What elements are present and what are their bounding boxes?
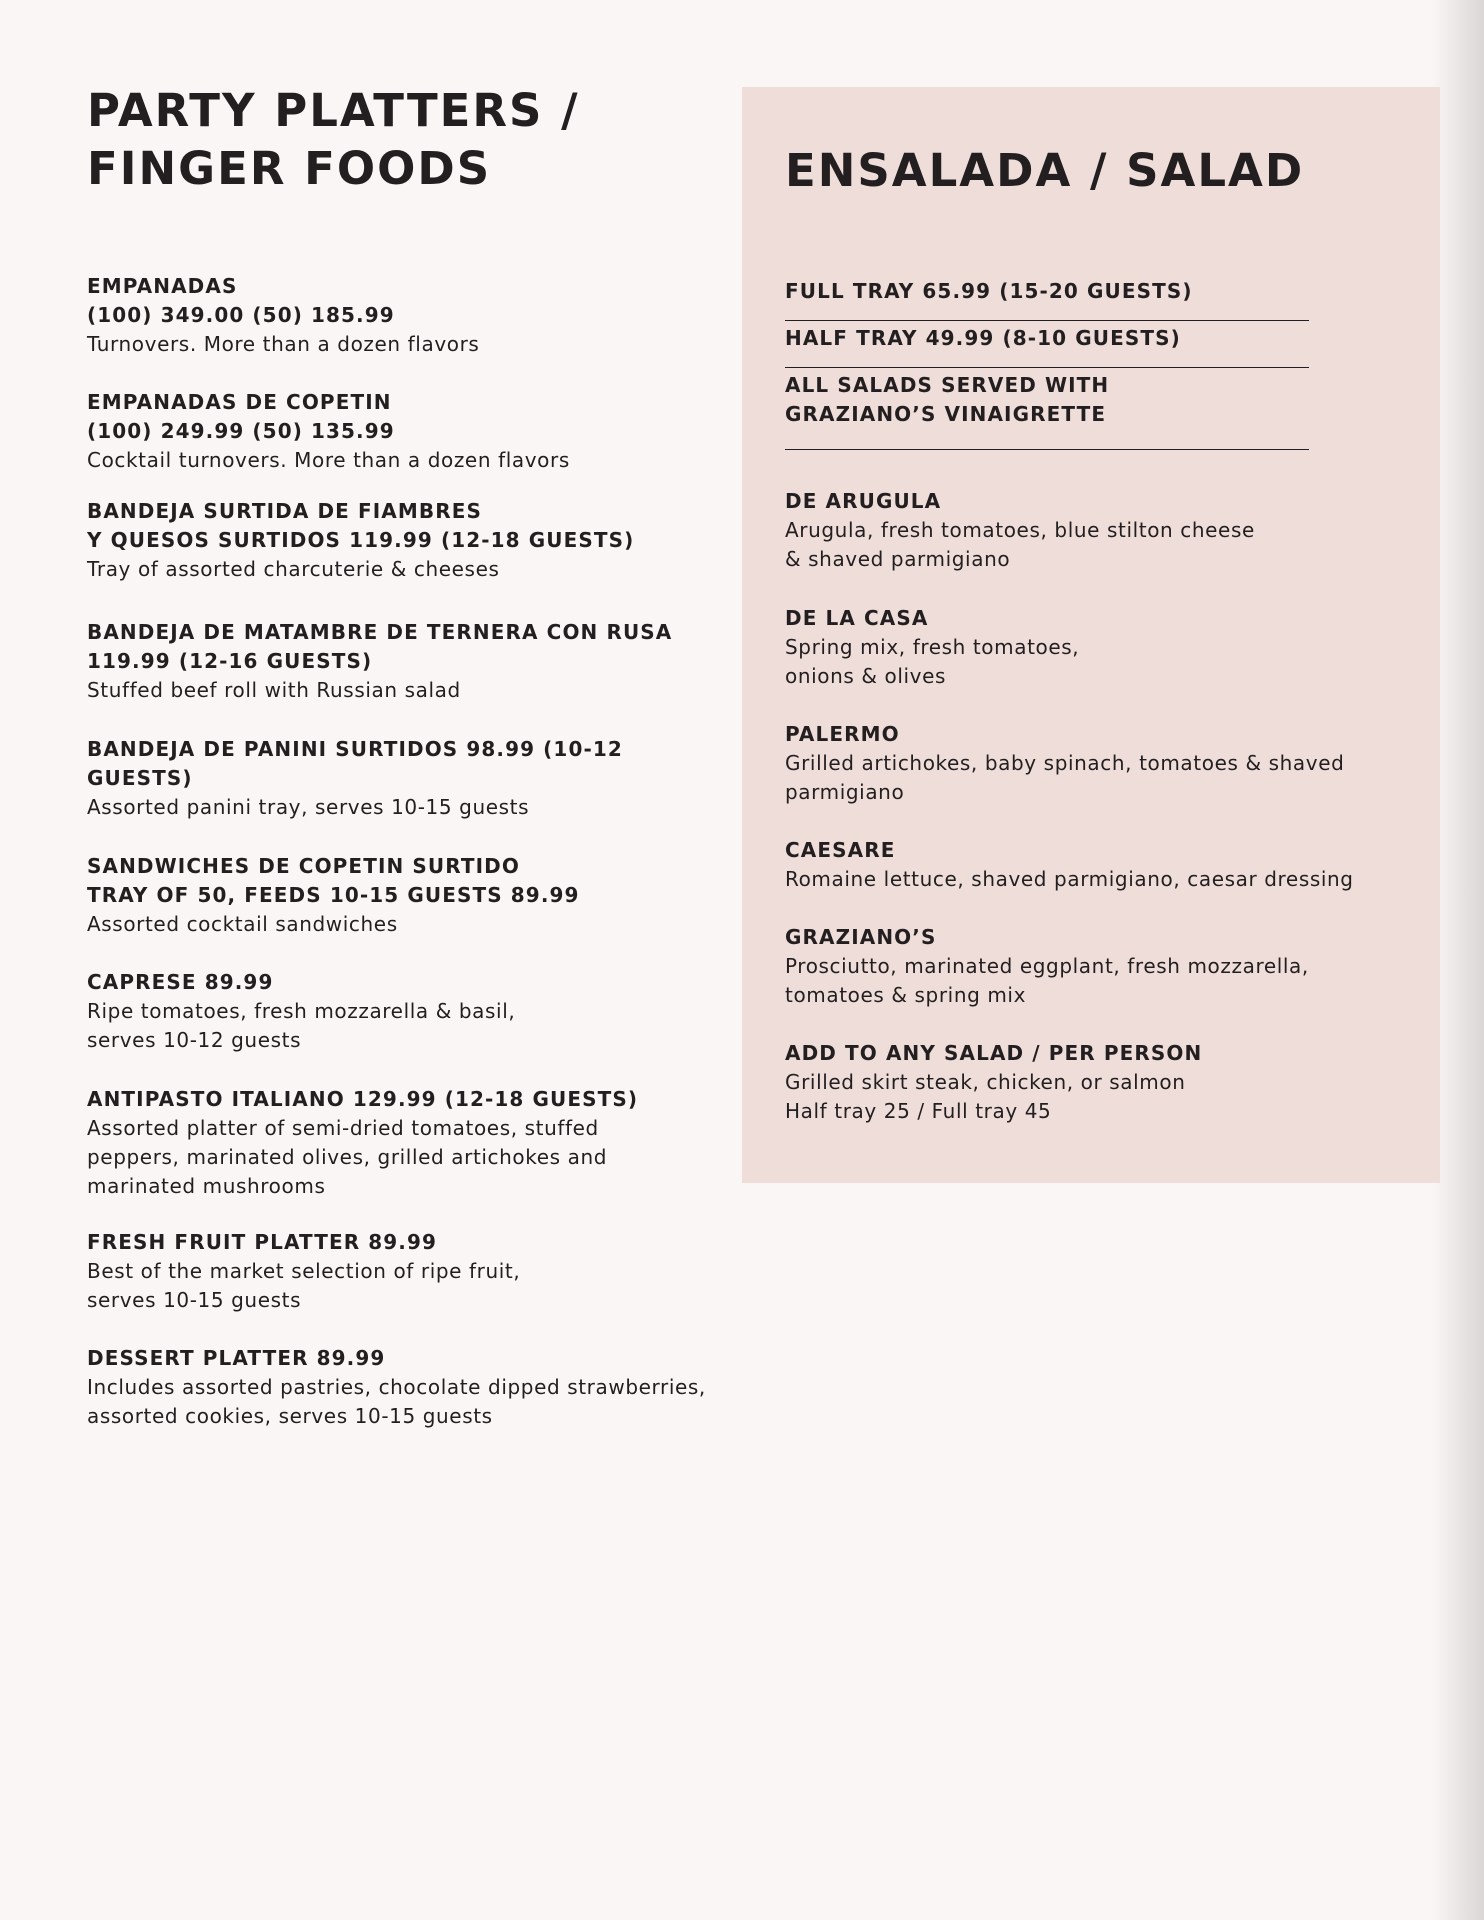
- item-name: SANDWICHES DE COPETIN SURTIDO: [87, 854, 520, 878]
- item-description: Best of the market selection of ripe fruit,: [87, 1259, 521, 1283]
- menu-item-caprese: [87, 968, 727, 1055]
- item-name: DE LA CASA: [785, 606, 929, 630]
- item-description: onions & olives: [785, 664, 947, 688]
- item-description: serves 10-15 guests: [87, 1288, 302, 1312]
- item-description: tomatoes & spring mix: [785, 983, 1027, 1007]
- salad-item-add-on: [785, 1039, 1405, 1126]
- item-description: Tray of assorted charcuterie & cheeses: [87, 557, 500, 581]
- divider: [785, 367, 1309, 368]
- title-line: FINGER FOODS: [87, 142, 492, 195]
- item-name: ANTIPASTO ITALIANO 129.99 (12-18 GUESTS): [87, 1087, 639, 1111]
- divider: [785, 449, 1309, 450]
- item-description: Cocktail turnovers. More than a dozen flavors: [87, 448, 570, 472]
- divider: [785, 320, 1309, 321]
- item-description: Assorted cocktail sandwiches: [87, 912, 398, 936]
- item-name: GRAZIANO’S: [785, 925, 937, 949]
- salad-title: ENSALADA / SALAD: [785, 144, 1305, 197]
- menu-item-fruit-platter: [87, 1228, 727, 1315]
- item-description: & shaved parmigiano: [785, 547, 1011, 571]
- item-price: (100) 349.00 (50) 185.99: [87, 303, 395, 327]
- menu-item-sandwiches-copetin: [87, 852, 727, 939]
- item-description: Ripe tomatoes, fresh mozzarella & basil,: [87, 999, 516, 1023]
- menu-item-dessert-platter: [87, 1344, 727, 1431]
- menu-item-antipasto: [87, 1085, 727, 1201]
- item-description: Arugula, fresh tomatoes, blue stilton cheese: [785, 518, 1255, 542]
- item-description: Stuffed beef roll with Russian salad: [87, 678, 461, 702]
- item-description: parmigiano: [785, 780, 905, 804]
- item-name: PALERMO: [785, 722, 900, 746]
- item-name: BANDEJA DE PANINI SURTIDOS 98.99 (10-12 GUESTS): [87, 737, 623, 790]
- item-description: assorted cookies, serves 10-15 guests: [87, 1404, 493, 1428]
- vinaigrette-note: ALL SALADS SERVED WITH: [785, 373, 1110, 397]
- vinaigrette-note: GRAZIANO’S VINAIGRETTE: [785, 402, 1107, 426]
- item-description: Grilled artichokes, baby spinach, tomatoes & shaved: [785, 751, 1345, 775]
- item-name: DESSERT PLATTER 89.99: [87, 1346, 386, 1370]
- item-description: Assorted platter of semi-dried tomatoes, stuffed: [87, 1116, 599, 1140]
- item-description: Prosciutto, marinated eggplant, fresh mozzarella,: [785, 954, 1309, 978]
- item-description: Romaine lettuce, shaved parmigiano, caesar dressing: [785, 867, 1354, 891]
- item-price: TRAY OF 50, FEEDS 10-15 GUESTS 89.99: [87, 883, 580, 907]
- item-description: Half tray 25 / Full tray 45: [785, 1099, 1052, 1123]
- salad-item-palermo: [785, 720, 1405, 807]
- item-description: Includes assorted pastries, chocolate dipped strawberries,: [87, 1375, 706, 1399]
- item-name: BANDEJA DE MATAMBRE DE TERNERA CON RUSA: [87, 620, 673, 644]
- salad-item-grazianos: [785, 923, 1405, 1010]
- item-name: BANDEJA SURTIDA DE FIAMBRES: [87, 499, 483, 523]
- item-description: Assorted panini tray, serves 10-15 guests: [87, 795, 530, 819]
- item-name: DE ARUGULA: [785, 489, 942, 513]
- salad-item-arugula: [785, 487, 1405, 574]
- menu-item-bandeja-matambre: [87, 618, 727, 705]
- menu-item-bandeja-fiambres: [87, 497, 727, 584]
- item-description: marinated mushrooms: [87, 1174, 326, 1198]
- item-price: 119.99 (12-16 GUESTS): [87, 649, 373, 673]
- item-description: Spring mix, fresh tomatoes,: [785, 635, 1080, 659]
- menu-item-bandeja-panini: [87, 735, 727, 822]
- salad-panel: [742, 87, 1440, 1183]
- full-tray-price: FULL TRAY 65.99 (15-20 GUESTS): [785, 279, 1193, 303]
- item-name: CAESARE: [785, 838, 896, 862]
- menu-item-empanadas: [87, 272, 727, 359]
- party-platters-section: [87, 82, 727, 1431]
- item-name: ADD TO ANY SALAD / PER PERSON: [785, 1041, 1203, 1065]
- menu-item-empanadas-de-copetin: [87, 388, 727, 475]
- item-description: Grilled skirt steak, chicken, or salmon: [785, 1070, 1186, 1094]
- item-description: Turnovers. More than a dozen flavors: [87, 332, 480, 356]
- half-tray-price: HALF TRAY 49.99 (8-10 GUESTS): [785, 326, 1181, 350]
- item-name: CAPRESE 89.99: [87, 970, 274, 994]
- item-description: serves 10-12 guests: [87, 1028, 302, 1052]
- item-name: EMPANADAS DE COPETIN: [87, 390, 392, 414]
- salad-item-caesare: [785, 836, 1405, 894]
- salad-item-de-la-casa: [785, 604, 1405, 691]
- item-name: EMPANADAS: [87, 274, 238, 298]
- item-price: Y QUESOS SURTIDOS 119.99 (12-18 GUESTS): [87, 528, 635, 552]
- title-line: PARTY PLATTERS /: [87, 84, 580, 137]
- item-name: FRESH FRUIT PLATTER 89.99: [87, 1230, 438, 1254]
- item-price: (100) 249.99 (50) 135.99: [87, 419, 395, 443]
- party-platters-title: [87, 82, 727, 198]
- item-description: peppers, marinated olives, grilled artichokes and: [87, 1145, 608, 1169]
